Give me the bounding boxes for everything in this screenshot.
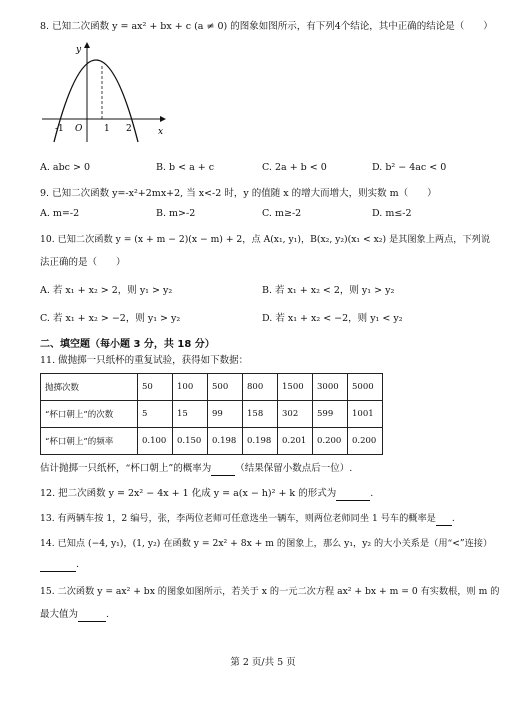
q10-option-a[interactable]: A. 若 x₁ + x₂ > 2，则 y₁ > y₂ — [40, 285, 173, 296]
x-axis-label: x — [158, 127, 164, 137]
q11-tail-note: （结果保留小数点后一位）. — [235, 463, 353, 474]
table-cell: 0.200 — [348, 428, 383, 455]
frequency-table — [40, 373, 383, 455]
q9-option-c[interactable]: C. m≥-2 — [262, 208, 302, 219]
q13-period: . — [451, 513, 455, 524]
q12-period: . — [370, 488, 374, 499]
q8-option-b[interactable]: B. b < a + c — [156, 162, 215, 173]
table-cell: 800 — [243, 374, 278, 401]
table-cell: 100 — [173, 374, 208, 401]
q12 — [40, 487, 373, 501]
table-cell: 599 — [313, 401, 348, 428]
table-cell: 0.150 — [173, 428, 208, 455]
table-row-header: “杯口朝上”的频率 — [41, 428, 138, 455]
q11-answer-blank[interactable] — [211, 465, 235, 476]
q9-option-d[interactable]: D. m≤-2 — [372, 208, 412, 219]
q15-stem-text: 最大值为 — [40, 609, 79, 620]
table-row — [41, 401, 383, 428]
origin-label: O — [75, 124, 83, 134]
table-cell: 0.198 — [208, 428, 243, 455]
table-cell: 0.198 — [243, 428, 278, 455]
y-axis-label: y — [76, 45, 82, 55]
q14-period: . — [76, 559, 80, 570]
q10-option-c[interactable]: C. 若 x₁ + x₂ > −2，则 y₁ > y₂ — [40, 313, 181, 324]
x-axis-arrow-icon — [160, 116, 166, 122]
table-cell: 0.200 — [313, 428, 348, 455]
table-row — [41, 428, 383, 455]
q15-stem-line2 — [40, 608, 109, 622]
table-cell: 3000 — [313, 374, 348, 401]
q13-stem: 13. 有两辆车按 1，2 编号，张，李两位老师可任意选坐一辆车，则两位老师同坐 1 号车的概率是 — [40, 513, 436, 524]
q12-answer-blank[interactable] — [336, 490, 370, 501]
table-cell: 15 — [173, 401, 208, 428]
tick-label-neg1: -1 — [55, 124, 64, 134]
q8-option-c[interactable]: C. 2a + b < 0 — [262, 162, 327, 173]
tick-label-1: 1 — [104, 124, 110, 134]
q10-option-b[interactable]: B. 若 x₁ + x₂ < 2，则 y₁ > y₂ — [262, 285, 395, 296]
tick-label-2: 2 — [126, 124, 132, 134]
q13-answer-blank[interactable] — [436, 515, 452, 526]
q10-stem-line1: 10. 已知二次函数 y = (x + m − 2)(x − m) + 2，点 A(x₁, y₁)，B(x₂, y₂)(x₁ < x₂) 是其图象上两点，下列说 — [40, 234, 491, 245]
q15-stem-line1: 15. 二次函数 y = ax² + bx 的图象如图所示，若关于 x 的一元二次方程 ax² + bx + m = 0 有实数根，则 m 的 — [40, 586, 500, 597]
y-axis-arrow-icon — [84, 42, 90, 48]
q10-stem-line2: 法正确的是（ ） — [40, 257, 126, 268]
table-row-header: “杯口朝上”的次数 — [41, 401, 138, 428]
q9-stem: 9. 已知二次函数 y=-x²+2mx+2, 当 x<-2 时，y 的值随 x 的增大而增大，则实数 m（ ） — [40, 188, 437, 199]
table-cell: 0.201 — [278, 428, 313, 455]
q9-option-a[interactable]: A. m=-2 — [40, 208, 80, 219]
page-footer: 第 2 页/共 5 页 — [230, 657, 296, 668]
table-cell: 302 — [278, 401, 313, 428]
q15-period: . — [106, 609, 110, 620]
table-cell: 158 — [243, 401, 278, 428]
table-row-header: 抛掷次数 — [41, 374, 138, 401]
q10-option-d[interactable]: D. 若 x₁ + x₂ < −2，则 y₁ < y₂ — [262, 313, 403, 324]
q8-parabola-graph — [40, 38, 170, 146]
table-cell: 500 — [208, 374, 243, 401]
q12-stem: 12. 把二次函数 y = 2x² − 4x + 1 化成 y = a(x − h)² + k 的形式为 — [40, 488, 337, 499]
table-cell: 0.100 — [138, 428, 173, 455]
table-cell: 99 — [208, 401, 243, 428]
q13 — [40, 512, 455, 526]
q9-option-b[interactable]: B. m>-2 — [156, 208, 196, 219]
q14-answer-line — [40, 558, 79, 572]
q11-tail-text: 估计抛掷一只纸杯，“杯口朝上”的概率为 — [40, 463, 212, 474]
table-row — [41, 374, 383, 401]
q15-answer-blank[interactable] — [78, 611, 106, 622]
table-cell: 1500 — [278, 374, 313, 401]
q11-stem: 11. 做抛掷一只纸杯的重复试验，获得如下数据： — [40, 355, 249, 366]
q11-tail — [40, 462, 352, 476]
q8-option-d[interactable]: D. b² − 4ac < 0 — [372, 162, 447, 173]
q14-answer-blank[interactable] — [40, 561, 76, 572]
q8-stem: 8. 已知二次函数 y = ax² + bx + c (a ≠ 0) 的图象如图所示，有下列4个结论，其中正确的结论是（ ） — [40, 21, 493, 32]
q14-stem: 14. 已知点 (−4, y₁)，(1, y₂) 在函数 y = 2x² + 8x + m 的图象上，那么 y₁，y₂ 的大小关系是（用“<”连接） — [40, 538, 493, 549]
table-cell: 1001 — [348, 401, 383, 428]
q8-option-a[interactable]: A. abc > 0 — [40, 162, 91, 173]
table-cell: 5000 — [348, 374, 383, 401]
section-title-fill-in: 二、填空题（每小题 3 分，共 18 分） — [40, 339, 215, 350]
table-cell: 5 — [138, 401, 173, 428]
table-cell: 50 — [138, 374, 173, 401]
